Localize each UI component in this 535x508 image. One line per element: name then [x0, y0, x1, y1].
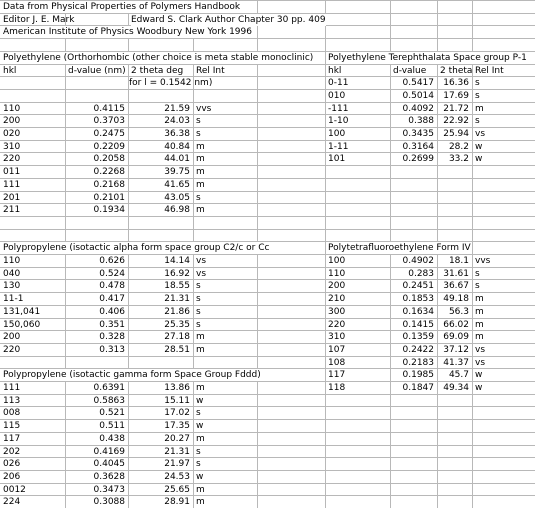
- table-row: [0, 267, 535, 279]
- table-cell[interactable]: 310: [3, 142, 21, 152]
- table-cell[interactable]: s: [196, 459, 201, 469]
- table-cell[interactable]: 0.1934: [93, 205, 125, 215]
- table-cell[interactable]: 0.2058: [93, 154, 125, 164]
- table-cell[interactable]: 17.02: [164, 408, 190, 418]
- table-row: [0, 381, 535, 393]
- table-cell[interactable]: 21.31: [164, 294, 190, 304]
- table-row: [0, 305, 535, 317]
- table-cell[interactable]: s: [475, 116, 480, 126]
- table-cell[interactable]: 1-11: [328, 142, 349, 152]
- table-cell[interactable]: vs: [475, 345, 486, 355]
- table-row: [0, 38, 535, 50]
- table-cell[interactable]: m: [196, 345, 205, 355]
- table-row: [0, 102, 535, 114]
- table-cell[interactable]: 25.35: [164, 320, 190, 330]
- table-cell[interactable]: m: [196, 180, 205, 190]
- table-cell[interactable]: m: [196, 205, 205, 215]
- table-cell[interactable]: 49.34: [443, 383, 469, 393]
- table-cell[interactable]: 17.69: [443, 91, 469, 101]
- table-cell[interactable]: Polyethylene Terephthalata Space group P-1: [328, 53, 527, 63]
- table-cell[interactable]: 101: [328, 154, 346, 164]
- table-cell[interactable]: 0.3703: [93, 116, 125, 126]
- table-cell[interactable]: Data from Physical Properties of Polymers Handbook: [3, 2, 241, 12]
- table-cell[interactable]: 0.438: [99, 434, 125, 444]
- table-cell[interactable]: 0.6391: [93, 383, 125, 393]
- table-cell[interactable]: 220: [3, 345, 21, 355]
- table-cell[interactable]: 40.84: [164, 142, 190, 152]
- table-cell[interactable]: s: [475, 269, 480, 279]
- table-cell[interactable]: m: [196, 383, 205, 393]
- table-cell[interactable]: 18.1: [448, 256, 469, 266]
- table-cell[interactable]: hkl: [3, 66, 17, 76]
- table-cell[interactable]: vvs: [475, 256, 491, 266]
- table-cell[interactable]: 020: [3, 129, 21, 139]
- table-cell[interactable]: 36.38: [164, 129, 190, 139]
- table-cell[interactable]: m: [196, 434, 205, 444]
- table-cell[interactable]: m: [196, 497, 205, 507]
- table-cell[interactable]: Polypropylene (isotactic gamma form Space Group Fddd): [3, 370, 261, 380]
- table-cell[interactable]: 310: [328, 332, 346, 342]
- table-cell[interactable]: 0.2209: [93, 142, 125, 152]
- table-cell[interactable]: 0.5863: [93, 396, 125, 406]
- table-cell[interactable]: 0.1415: [402, 320, 434, 330]
- table-cell[interactable]: 18.55: [164, 281, 190, 291]
- table-cell[interactable]: 0.4902: [402, 256, 434, 266]
- table-cell[interactable]: 31.61: [443, 269, 469, 279]
- table-cell[interactable]: 011: [3, 167, 21, 177]
- table-cell[interactable]: s: [475, 91, 480, 101]
- table-row: [0, 13, 535, 25]
- table-cell[interactable]: Polytetrafluoroethylene Form IV: [328, 243, 471, 253]
- table-cell[interactable]: w: [196, 421, 204, 431]
- table-cell[interactable]: 0.2422: [402, 345, 434, 355]
- table-row: [0, 152, 535, 164]
- table-cell[interactable]: 1-10: [328, 116, 349, 126]
- table-cell[interactable]: 040: [3, 269, 21, 279]
- table-cell[interactable]: s: [196, 307, 201, 317]
- table-cell[interactable]: 0.4169: [93, 447, 125, 457]
- table-cell[interactable]: 0.283: [408, 269, 434, 279]
- table-cell[interactable]: 200: [328, 281, 346, 291]
- table-row: [0, 457, 535, 469]
- table-cell[interactable]: -111: [328, 104, 349, 114]
- table-cell[interactable]: 0.2101: [93, 193, 125, 203]
- table-row: [0, 114, 535, 126]
- table-cell[interactable]: 21.59: [164, 104, 190, 114]
- table-row: [0, 470, 535, 482]
- table-cell[interactable]: 39.75: [164, 167, 190, 177]
- table-cell[interactable]: 117: [3, 434, 21, 444]
- table-cell[interactable]: 0.3628: [93, 472, 125, 482]
- table-row: [0, 25, 535, 37]
- table-cell[interactable]: 100: [328, 256, 346, 266]
- table-cell[interactable]: 21.72: [443, 104, 469, 114]
- table-cell[interactable]: 2 theta: [440, 66, 473, 76]
- table-cell[interactable]: 0.3164: [402, 142, 434, 152]
- table-cell[interactable]: 0.2699: [402, 154, 434, 164]
- table-cell[interactable]: 20.27: [164, 434, 190, 444]
- table-cell[interactable]: 0.3088: [93, 497, 125, 507]
- table-row: [0, 356, 535, 368]
- table-cell[interactable]: 113: [3, 396, 21, 406]
- table-cell[interactable]: 108: [328, 358, 346, 368]
- table-cell[interactable]: w: [475, 383, 483, 393]
- table-cell[interactable]: 0.1853: [402, 294, 434, 304]
- table-cell[interactable]: 28.2: [448, 142, 469, 152]
- table-row: [0, 254, 535, 266]
- table-cell[interactable]: 0.4115: [93, 104, 125, 114]
- table-cell[interactable]: 026: [3, 459, 21, 469]
- table-cell[interactable]: 0.328: [99, 332, 125, 342]
- table-cell[interactable]: 69.09: [443, 332, 469, 342]
- table-cell[interactable]: 27.18: [164, 332, 190, 342]
- table-cell[interactable]: 16.92: [164, 269, 190, 279]
- table-cell[interactable]: 200: [3, 332, 21, 342]
- table-cell[interactable]: 41.65: [164, 180, 190, 190]
- table-cell[interactable]: w: [475, 154, 483, 164]
- table-cell[interactable]: 110: [3, 256, 21, 266]
- table-cell[interactable]: 224: [3, 497, 21, 507]
- table-cell[interactable]: w: [196, 396, 204, 406]
- table-cell[interactable]: American Institute of Physics Woodbury New York 1996: [3, 27, 252, 37]
- table-row: [0, 241, 535, 253]
- table-cell[interactable]: 28.51: [164, 345, 190, 355]
- table-cell[interactable]: 25.94: [443, 129, 469, 139]
- table-cell[interactable]: 111: [3, 383, 21, 393]
- table-cell[interactable]: 118: [328, 383, 346, 393]
- table-cell[interactable]: 115: [3, 421, 21, 431]
- table-cell[interactable]: 0.313: [99, 345, 125, 355]
- table-cell[interactable]: s: [196, 447, 201, 457]
- table-cell[interactable]: s: [196, 281, 201, 291]
- table-cell[interactable]: m: [196, 142, 205, 152]
- table-cell[interactable]: 220: [328, 320, 346, 330]
- table-cell[interactable]: d-value (nm): [68, 66, 126, 76]
- table-row: [0, 495, 535, 507]
- table-cell[interactable]: 16.36: [443, 78, 469, 88]
- table-cell[interactable]: 110: [328, 269, 346, 279]
- table-cell[interactable]: Edward S. Clark Author Chapter 30 pp. 409: [131, 15, 326, 25]
- table-cell[interactable]: m: [475, 320, 484, 330]
- table-row: [0, 432, 535, 444]
- table-cell[interactable]: 13.86: [164, 383, 190, 393]
- table-cell[interactable]: vs: [196, 269, 207, 279]
- table-cell[interactable]: m: [196, 167, 205, 177]
- table-cell[interactable]: 0.478: [99, 281, 125, 291]
- table-cell[interactable]: w: [475, 142, 483, 152]
- table-cell[interactable]: 0.626: [99, 256, 125, 266]
- table-cell[interactable]: 0.1847: [402, 383, 434, 393]
- table-cell[interactable]: Rel Int: [196, 66, 225, 76]
- table-cell[interactable]: 0.2451: [402, 281, 434, 291]
- table-cell[interactable]: 0.511: [99, 421, 125, 431]
- table-cell[interactable]: 0.388: [408, 116, 434, 126]
- table-cell[interactable]: 0.3435: [402, 129, 434, 139]
- table-cell[interactable]: vs: [475, 358, 486, 368]
- table-row: [0, 292, 535, 304]
- table-cell[interactable]: m: [196, 332, 205, 342]
- table-cell[interactable]: 0.351: [99, 320, 125, 330]
- table-cell[interactable]: 11-1: [3, 294, 24, 304]
- table-cell[interactable]: 25.65: [164, 485, 190, 495]
- table-row: [0, 203, 535, 215]
- table-cell[interactable]: w: [475, 370, 483, 380]
- table-cell[interactable]: 100: [328, 129, 346, 139]
- table-cell[interactable]: 15.11: [164, 396, 190, 406]
- table-row: [0, 165, 535, 177]
- table-cell[interactable]: 21.86: [164, 307, 190, 317]
- table-cell[interactable]: m: [475, 307, 484, 317]
- table-cell[interactable]: s: [196, 129, 201, 139]
- table-cell[interactable]: 0.1985: [402, 370, 434, 380]
- table-cell[interactable]: 0012: [3, 485, 26, 495]
- table-cell[interactable]: 33.2: [448, 154, 469, 164]
- table-cell[interactable]: m: [475, 104, 484, 114]
- table-cell[interactable]: 0.4045: [93, 459, 125, 469]
- table-cell[interactable]: 150,060: [3, 320, 41, 330]
- table-cell[interactable]: w: [196, 472, 204, 482]
- table-cell[interactable]: s: [196, 408, 201, 418]
- table-cell[interactable]: vs: [196, 256, 207, 266]
- table-cell[interactable]: 36.67: [443, 281, 469, 291]
- table-cell[interactable]: 010: [328, 91, 346, 101]
- table-cell[interactable]: 0.4092: [402, 104, 434, 114]
- table-cell[interactable]: m: [196, 154, 205, 164]
- table-cell[interactable]: 200: [3, 116, 21, 126]
- table-row: [0, 127, 535, 139]
- table-row: [0, 229, 535, 241]
- table-row: [0, 0, 535, 12]
- table-cell[interactable]: 0-11: [328, 78, 349, 88]
- table-row: [0, 330, 535, 342]
- table-cell[interactable]: 0.2183: [402, 358, 434, 368]
- table-row: [0, 64, 535, 76]
- table-cell[interactable]: 0.406: [99, 307, 125, 317]
- table-row: [0, 89, 535, 101]
- table-cell[interactable]: 220: [3, 154, 21, 164]
- table-cell[interactable]: 210: [328, 294, 346, 304]
- table-cell[interactable]: 44.01: [164, 154, 190, 164]
- table-cell[interactable]: 0.2268: [93, 167, 125, 177]
- table-cell[interactable]: 131,041: [3, 307, 41, 317]
- table-cell[interactable]: 211: [3, 205, 21, 215]
- table-cell[interactable]: Rel Int: [475, 66, 504, 76]
- table-cell[interactable]: 110: [3, 104, 21, 114]
- table-cell[interactable]: 206: [3, 472, 21, 482]
- table-cell[interactable]: 0.5417: [402, 78, 434, 88]
- table-cell[interactable]: 41.37: [443, 358, 469, 368]
- table-cell[interactable]: d-value: [393, 66, 427, 76]
- table-cell[interactable]: 202: [3, 447, 21, 457]
- table-cell[interactable]: 2 theta deg: [131, 66, 184, 76]
- table-cell[interactable]: s: [196, 294, 201, 304]
- table-cell[interactable]: 008: [3, 408, 21, 418]
- table-row: [0, 76, 535, 88]
- table-cell[interactable]: 0.524: [99, 269, 125, 279]
- table-cell[interactable]: 0.5014: [402, 91, 434, 101]
- table-cell[interactable]: 17.35: [164, 421, 190, 431]
- table-row: [0, 178, 535, 190]
- table-row: [0, 406, 535, 418]
- table-row: [0, 483, 535, 495]
- table-cell[interactable]: s: [196, 320, 201, 330]
- table-cell[interactable]: Polypropylene (isotactic alpha form space group C2/c or Cc: [3, 243, 270, 253]
- table-cell[interactable]: 117: [328, 370, 346, 380]
- table-cell[interactable]: Editor J. E. Mark: [3, 15, 75, 25]
- table-row: [0, 368, 535, 380]
- table-cell[interactable]: 37.12: [443, 345, 469, 355]
- table-cell[interactable]: 28.91: [164, 497, 190, 507]
- table-cell[interactable]: for l = 0.1542 nm): [129, 78, 213, 88]
- table-cell[interactable]: m: [475, 332, 484, 342]
- table-cell[interactable]: 45.7: [448, 370, 469, 380]
- table-cell[interactable]: s: [475, 281, 480, 291]
- table-cell[interactable]: 56.3: [448, 307, 469, 317]
- table-cell[interactable]: 0.1359: [402, 332, 434, 342]
- table-cell[interactable]: Polyethylene (Orthorhombic (other choice is meta stable monoclinic): [3, 53, 314, 63]
- table-cell[interactable]: 300: [328, 307, 346, 317]
- table-row: [0, 140, 535, 152]
- table-cell[interactable]: vvs: [196, 104, 212, 114]
- table-cell[interactable]: 0.2475: [93, 129, 125, 139]
- table-row: [0, 343, 535, 355]
- table-cell[interactable]: 43.05: [164, 193, 190, 203]
- table-cell[interactable]: 21.97: [164, 459, 190, 469]
- table-cell[interactable]: hkl: [328, 66, 342, 76]
- table-row: [0, 419, 535, 431]
- table-row: [0, 445, 535, 457]
- table-cell[interactable]: 66.02: [443, 320, 469, 330]
- table-row: [0, 51, 535, 63]
- table-row: [0, 318, 535, 330]
- table-cell[interactable]: vs: [475, 129, 486, 139]
- table-cell[interactable]: 21.31: [164, 447, 190, 457]
- table-cell[interactable]: s: [196, 116, 201, 126]
- table-row: [0, 279, 535, 291]
- table-cell[interactable]: s: [196, 193, 201, 203]
- table-cell[interactable]: 107: [328, 345, 346, 355]
- table-cell[interactable]: 0.3473: [93, 485, 125, 495]
- table-cell[interactable]: 24.03: [164, 116, 190, 126]
- table-cell[interactable]: 14.14: [164, 256, 190, 266]
- table-row: [0, 394, 535, 406]
- table-row: [0, 216, 535, 228]
- table-cell[interactable]: 0.521: [99, 408, 125, 418]
- table-cell[interactable]: 0.417: [99, 294, 125, 304]
- table-cell[interactable]: 24.53: [164, 472, 190, 482]
- table-cell[interactable]: 130: [3, 281, 21, 291]
- table-cell[interactable]: 201: [3, 193, 21, 203]
- table-cell[interactable]: 46.98: [164, 205, 190, 215]
- table-cell[interactable]: 111: [3, 180, 21, 190]
- table-cell[interactable]: m: [196, 485, 205, 495]
- table-cell[interactable]: 0.1634: [402, 307, 434, 317]
- table-row: [0, 191, 535, 203]
- table-cell[interactable]: m: [475, 294, 484, 304]
- table-cell[interactable]: 0.2168: [93, 180, 125, 190]
- table-cell[interactable]: 22.92: [443, 116, 469, 126]
- table-cell[interactable]: 49.18: [443, 294, 469, 304]
- table-cell[interactable]: s: [475, 78, 480, 88]
